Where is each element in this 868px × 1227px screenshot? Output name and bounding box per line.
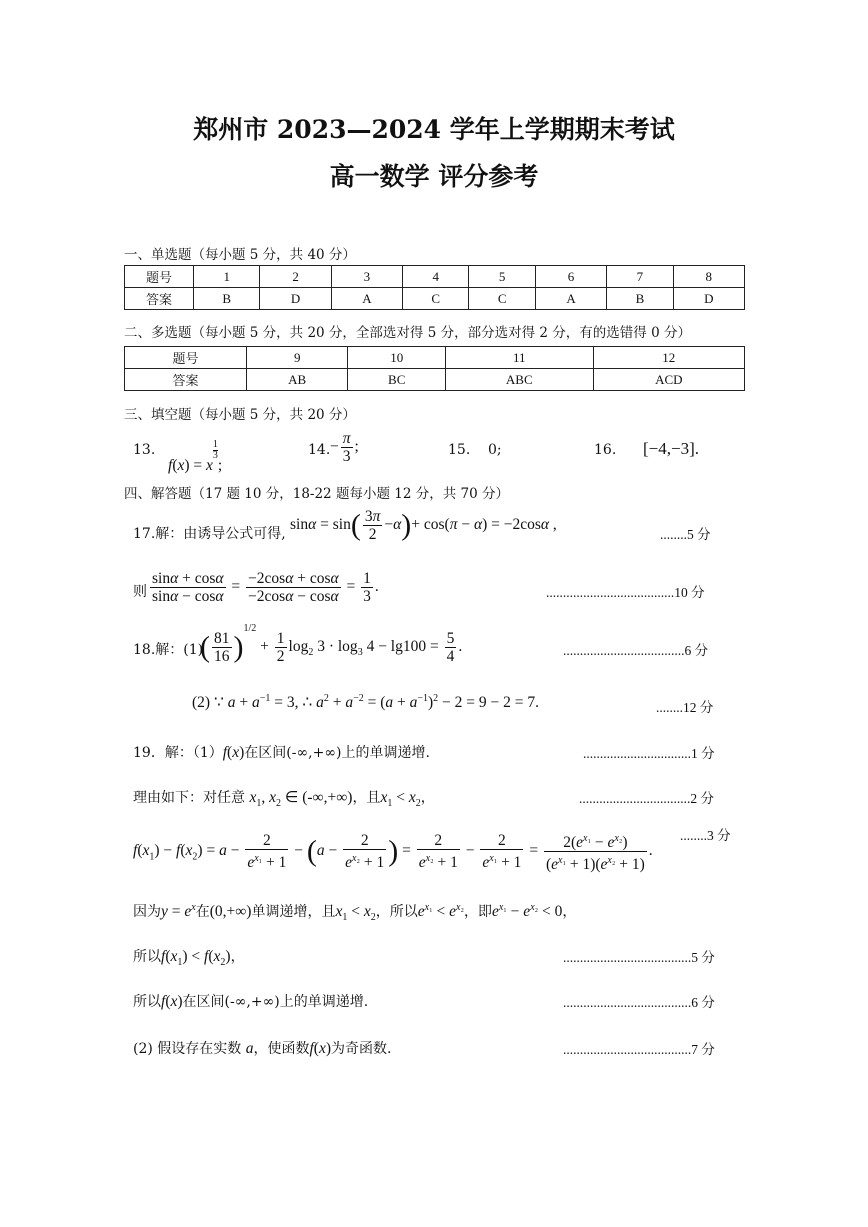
score-19c: ........3 分 — [680, 828, 731, 843]
table-cell: 答案 — [125, 288, 194, 310]
score-19b: .................................2 分 — [579, 791, 714, 806]
q17-fraction-equation: $\frac{\sin\alpha + \cos\alpha}{\sin\alpha - \cos\alpha}$ = $\frac{-2\cos\alpha + \cos\alpha}{-2\cos\alpha - \cos\alpha}$ = $\frac{1}{3}$ . — [152, 570, 379, 605]
q19-part1: 19．解：（1）f(x)在区间(-∞,+∞)上的单调递增. — [133, 744, 430, 761]
table-cell: A — [535, 288, 606, 310]
q19-reason-and: ，且 — [352, 790, 381, 806]
because-text: 单调递增，且 — [251, 904, 336, 920]
table-row — [125, 369, 745, 391]
table-cell: A — [331, 288, 402, 310]
section3-heading: 三、填空题（每小题 5 分，共 20 分） — [124, 407, 356, 423]
table-cell: 2 — [260, 266, 331, 288]
q19-part2: (2) 假设存在实数 a，使函数f(x)为奇函数. — [133, 1040, 392, 1057]
score-17b: ......................................10 分 — [546, 585, 705, 600]
q19-part1-label: 19．解：（1） — [133, 745, 223, 761]
table-cell: 题号 — [125, 347, 247, 369]
table-cell: C — [469, 288, 535, 310]
q19-reason: 理由如下：对任意 $x_1$, $x_2$ ∈ (-∞,+∞)，且$x_1 < x_2$， — [133, 789, 435, 810]
section1-heading: 一、单选题（每小题 5 分，共 40 分） — [124, 247, 356, 263]
table-row — [125, 288, 745, 310]
q16-label: 16. — [594, 442, 617, 458]
table-cell: 1 — [194, 266, 260, 288]
part2-text: ，使函数 — [253, 1041, 310, 1057]
q13-label: 13. — [133, 442, 156, 458]
table-cell: BC — [348, 369, 446, 391]
table-row — [125, 347, 745, 369]
q13-answer: f(x) = x $\frac{1}{3}$ ; — [168, 439, 223, 474]
score-18b: ........12 分 — [656, 700, 714, 715]
q17-intro: 17.解：由诱导公式可得, — [133, 526, 286, 542]
score-19d: ......................................5 分 — [563, 950, 715, 965]
table-cell: B — [607, 288, 673, 310]
so2-label: 所以 — [133, 994, 161, 1010]
table-cell: 6 — [535, 266, 606, 288]
because-ie: ，即 — [463, 904, 492, 920]
table-cell: 3 — [331, 266, 402, 288]
because-label: 因为 — [133, 904, 161, 920]
q19-reason-label: 理由如下：对任意 — [133, 790, 245, 806]
q18-equation-1: ( $\frac{81}{16}$ )$^{1/2}$ + $\frac{1}{2}$ $\log_2 3 \cdot \log_3 4 - \lg 100$ = $\frac{5}{4}$ . — [200, 623, 463, 665]
q18-equation-2: (2) ∵ $a + a^{-1} = 3$, ∴ $a^2 + a^{-2} = (a + a^{-1})^2 - 2 = 9 - 2 = 7$. — [192, 693, 540, 712]
table-cell: 7 — [607, 266, 673, 288]
table-cell: C — [403, 288, 469, 310]
q19-so2: 所以f(x)在区间(-∞,+∞)上的单调递增. — [133, 993, 369, 1010]
table-row — [125, 266, 745, 288]
table-cell: ACD — [593, 369, 744, 391]
section1-table — [124, 265, 745, 310]
q19-part1-text: 在区间(-∞,+∞)上的单调递增. — [244, 745, 430, 761]
table-cell: 9 — [247, 347, 348, 369]
score-19a: ................................1 分 — [583, 746, 715, 761]
page-title: 郑州市 2023—2024 学年上学期期末考试 — [193, 115, 675, 144]
q19-difference-equation: $f(x_1) - f(x_2) = a$ − $\frac{2}{e^{x_1} + 1}$ − (a − $\frac{2}{e^{x_2} + 1}$ ) = $\frac{2}{e^{x_2} + 1}$ − $\frac{2}{e^{x_1} + 1}$ = $\frac{2(e^{x_1} - e^{x_2})}{(e^{x_1} + 1)(e^{x_2} + 1)}$ . — [133, 830, 653, 873]
so2-text: 在区间(-∞,+∞)上的单调递增. — [182, 994, 369, 1010]
q19-so1: 所以$f(x_1) < f(x_2)$， — [133, 948, 245, 969]
table-cell: ABC — [446, 369, 594, 391]
section2-heading: 二、多选题（每小题 5 分，共 20 分，全部选对得 5 分，部分选对得 2 分，有的选错得 0 分） — [124, 325, 691, 341]
table-cell: 4 — [403, 266, 469, 288]
section2-table — [124, 346, 745, 391]
q15-label: 15. — [448, 442, 471, 458]
score-18a: ....................................6 分 — [563, 643, 709, 658]
table-cell: 10 — [348, 347, 446, 369]
section4-heading: 四、解答题（17 题 10 分，18-22 题每小题 12 分，共 70 分） — [124, 486, 509, 502]
score-19e: ......................................6 分 — [563, 995, 715, 1010]
score-17a: ........5 分 — [660, 527, 711, 542]
q17-equation: sinα = sin( $\frac{3\pi}{2}$ −α)+ cos(π − α) = −2cosα , — [290, 508, 557, 543]
table-cell: 答案 — [125, 369, 247, 391]
so1-label: 所以 — [133, 949, 161, 965]
q17-then: 则 — [133, 584, 147, 600]
table-cell: 11 — [446, 347, 594, 369]
part2-label: (2) 假设存在实数 — [133, 1041, 242, 1057]
q14-label: 14. — [308, 442, 331, 458]
table-cell: D — [260, 288, 331, 310]
q15-answer: 0; — [488, 442, 502, 458]
because-so: ，所以 — [375, 904, 418, 920]
table-cell: D — [673, 288, 744, 310]
table-cell: 12 — [593, 347, 744, 369]
page-subtitle: 高一数学 评分参考 — [329, 162, 539, 191]
q19-because: 因为$y = e^x$在(0,+∞)单调递增，且$x_1 < x_2$，所以$e^{x_1} < e^{x_2}$，即$e^{x_1} - e^{x_2} < 0$， — [133, 901, 577, 924]
table-cell: 题号 — [125, 266, 194, 288]
table-cell: B — [194, 288, 260, 310]
q16-answer: [−4,−3]. — [643, 439, 699, 458]
q14-answer: − $\frac{\pi}{3}$ ; — [330, 430, 359, 465]
q18-intro: 18.解：(1) — [133, 642, 204, 658]
score-19f: ......................................7 分 — [563, 1042, 715, 1057]
table-cell: 8 — [673, 266, 744, 288]
table-cell: AB — [247, 369, 348, 391]
part2-odd: 为奇函数. — [331, 1041, 392, 1057]
table-cell: 5 — [469, 266, 535, 288]
